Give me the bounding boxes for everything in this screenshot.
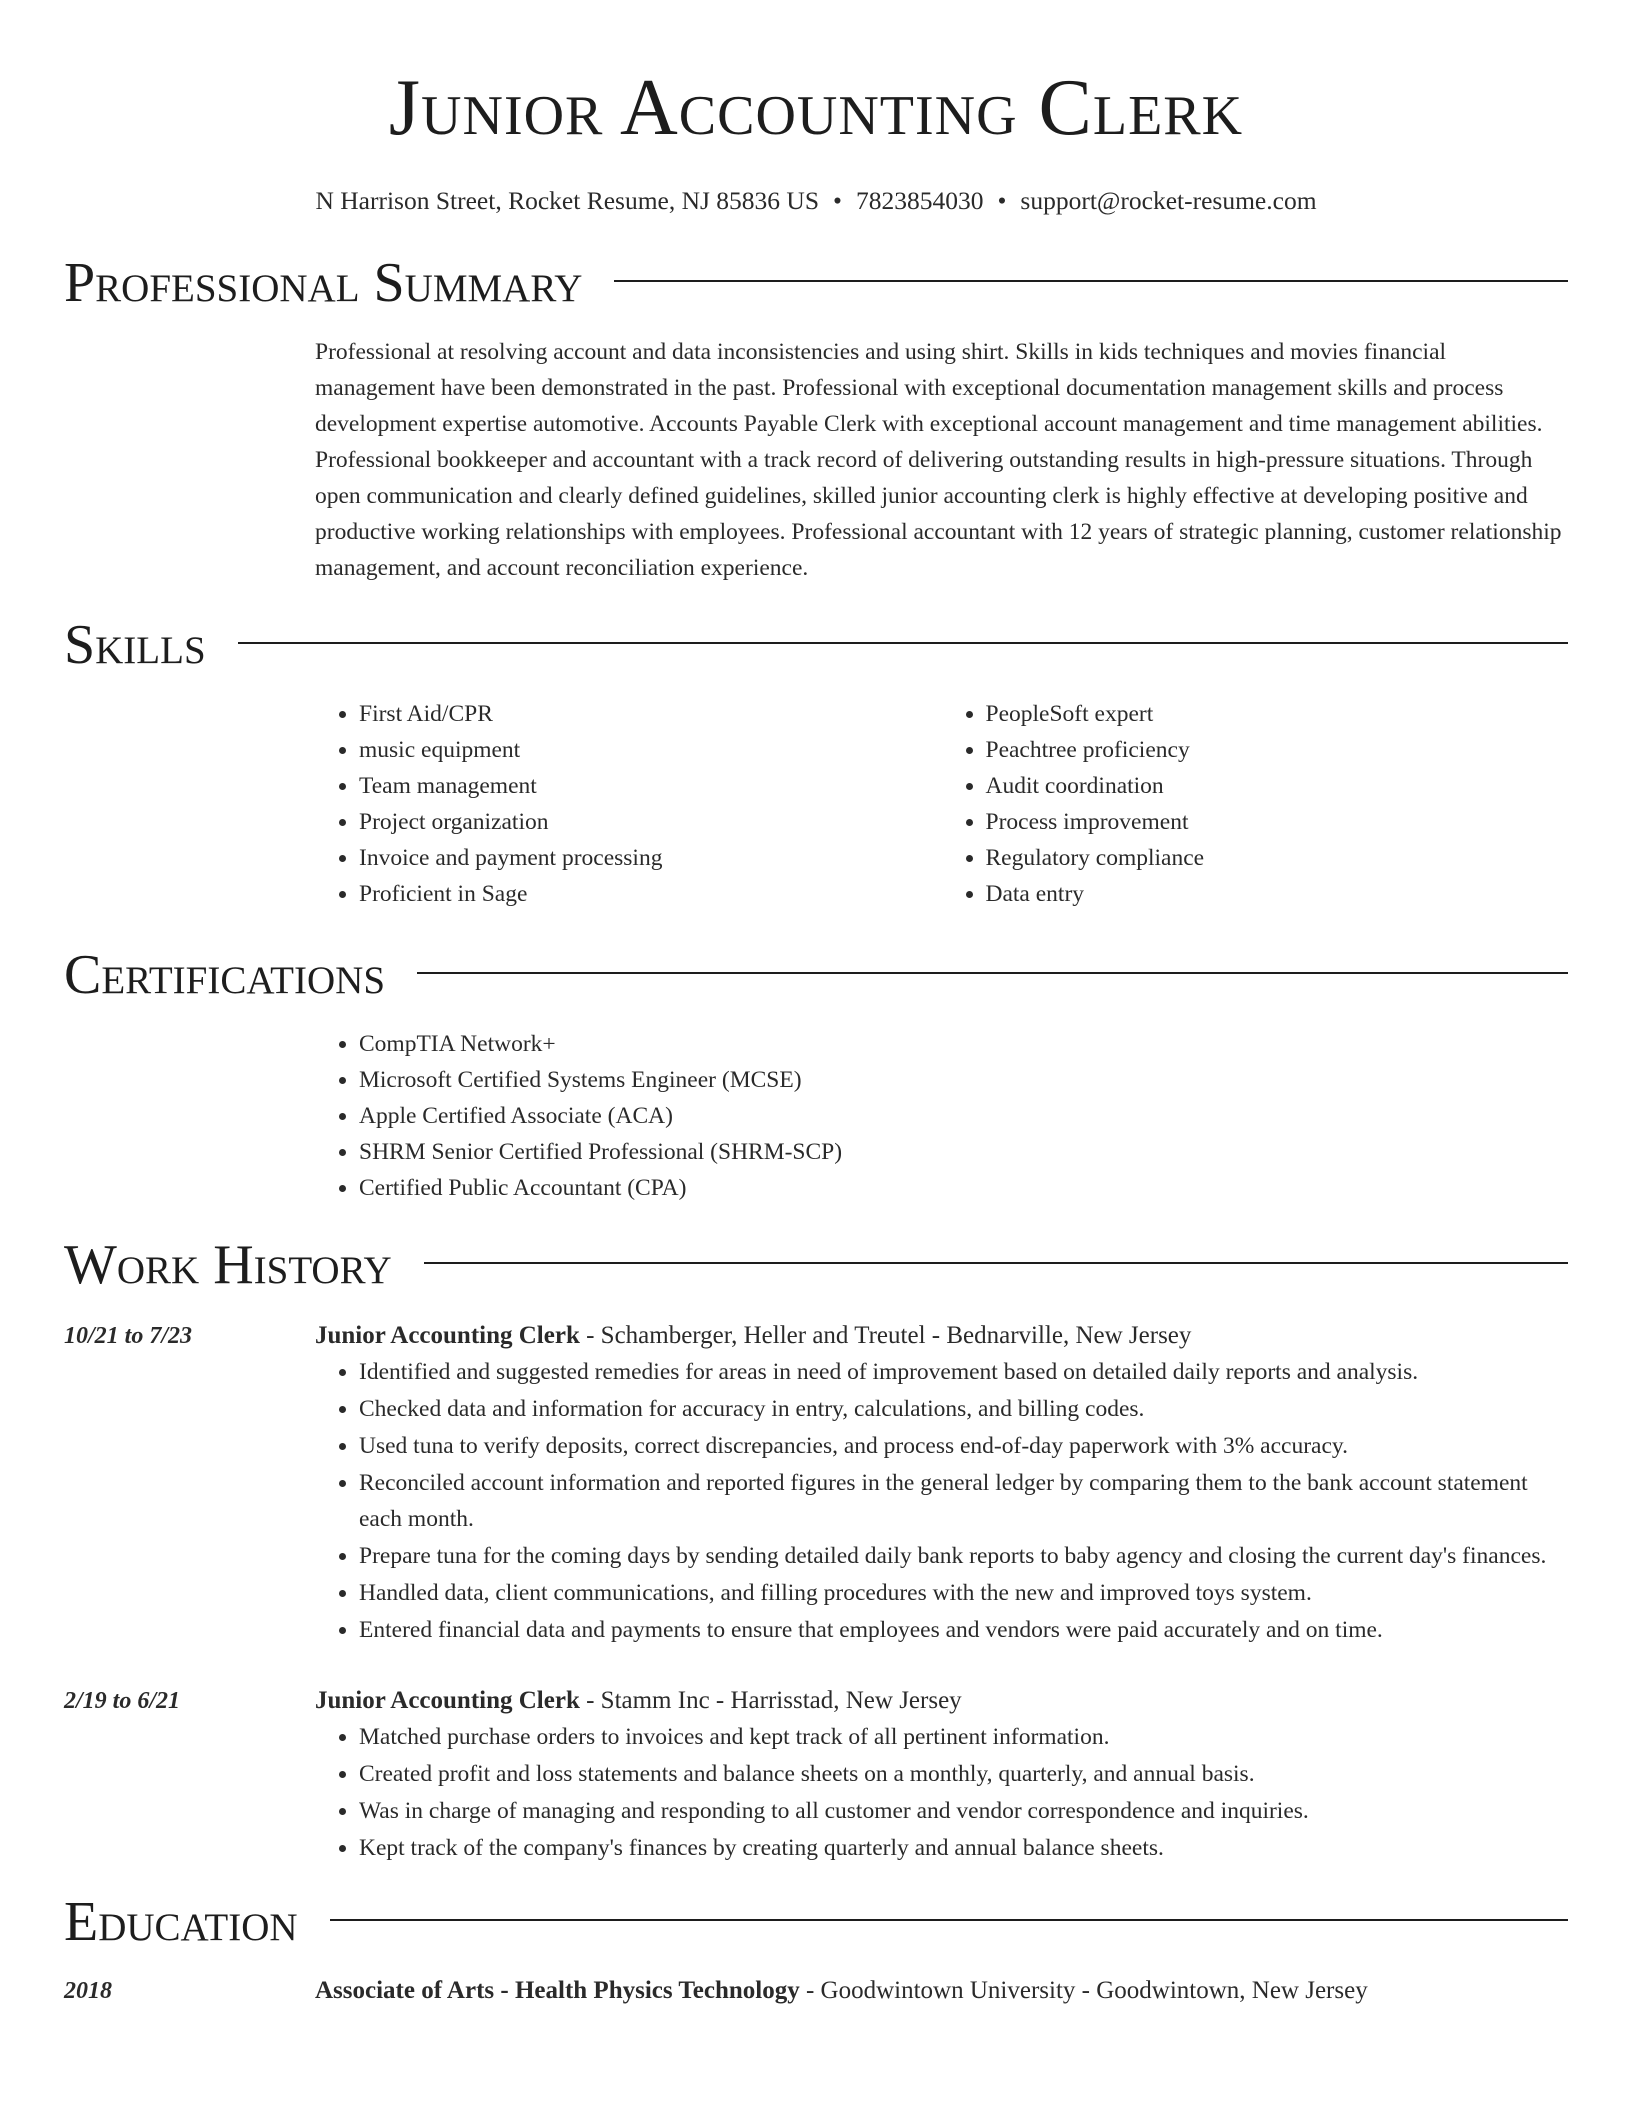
skill-item: • Proficient in Sage bbox=[359, 876, 942, 912]
certification-item: • CompTIA Network+ bbox=[359, 1026, 1568, 1062]
section-divider bbox=[614, 280, 1568, 282]
education-section-header bbox=[64, 1887, 1568, 1957]
job-bullet: • Entered financial data and payments to ensure that employees and vendors were paid accurately and on time. bbox=[359, 1612, 1568, 1648]
section-divider bbox=[424, 1262, 1568, 1264]
skills-column-left bbox=[315, 696, 942, 912]
section-divider bbox=[330, 1919, 1568, 1921]
skills-section-header bbox=[64, 610, 1568, 680]
summary-heading: Professional Summary bbox=[64, 252, 583, 314]
work-history-heading: Work History bbox=[64, 1234, 392, 1296]
education-degree: Associate of Arts - Health Physics Technology bbox=[315, 1977, 800, 2004]
certifications-section-header bbox=[64, 940, 1568, 1010]
skill-item: • First Aid/CPR bbox=[359, 696, 942, 732]
job-entry bbox=[64, 1683, 1568, 1867]
work-history-section-header bbox=[64, 1230, 1568, 1300]
job-dates: 10/21 to 7/23 bbox=[64, 1323, 193, 1349]
candidate-name: Junior Accounting Clerk bbox=[388, 64, 1244, 152]
job-bullet: • Was in charge of managing and responding to all customer and vendor correspondence and inquiries. bbox=[359, 1793, 1568, 1829]
job-bullet: • Identified and suggested remedies for areas in need of improvement based on detailed daily reports and analysis. bbox=[359, 1354, 1568, 1390]
summary-section-header bbox=[64, 248, 1568, 318]
contact-separator: • bbox=[997, 186, 1007, 215]
contact-address: N Harrison Street, Rocket Resume, NJ 85836 US bbox=[315, 186, 820, 215]
skills-list bbox=[315, 696, 1568, 912]
skills-heading: Skills bbox=[64, 614, 206, 676]
skill-item: • Team management bbox=[359, 768, 942, 804]
job-bullets bbox=[315, 1354, 1568, 1648]
skill-item: • Invoice and payment processing bbox=[359, 840, 942, 876]
certification-item: • Apple Certified Associate (ACA) bbox=[359, 1098, 1568, 1134]
job-entry bbox=[64, 1318, 1568, 1649]
job-bullet: • Used tuna to verify deposits, correct discrepancies, and process end-of-day paperwork with 3% accuracy. bbox=[359, 1428, 1568, 1464]
job-bullets bbox=[315, 1719, 1568, 1866]
certification-item: • SHRM Senior Certified Professional (SHRM-SCP) bbox=[359, 1134, 1568, 1170]
job-title: Junior Accounting Clerk bbox=[315, 1322, 580, 1349]
education-year: 2018 bbox=[64, 1978, 112, 2004]
skill-item: • Data entry bbox=[986, 876, 1569, 912]
certifications-heading: Certifications bbox=[64, 944, 386, 1006]
skills-column-right bbox=[942, 696, 1569, 912]
job-details: - Stamm Inc - Harrisstad, New Jersey bbox=[579, 1687, 962, 1714]
contact-separator: • bbox=[833, 186, 842, 215]
contact-email[interactable]: support@rocket-resume.com bbox=[1020, 186, 1317, 215]
education-entry bbox=[64, 1973, 1568, 2009]
certification-item: • Certified Public Accountant (CPA) bbox=[359, 1170, 1568, 1206]
job-bullet: • Matched purchase orders to invoices and kept track of all pertinent information. bbox=[359, 1719, 1568, 1755]
section-divider bbox=[417, 972, 1568, 974]
job-title-line bbox=[315, 1318, 1568, 1354]
job-title: Junior Accounting Clerk bbox=[315, 1687, 580, 1714]
contact-line bbox=[64, 184, 1568, 218]
skill-item: • music equipment bbox=[359, 732, 942, 768]
job-title-line bbox=[315, 1683, 1568, 1719]
education-heading: Education bbox=[64, 1891, 298, 1953]
job-bullet: • Created profit and loss statements and balance sheets on a monthly, quarterly, and annual basis. bbox=[359, 1756, 1568, 1792]
certification-item: • Microsoft Certified Systems Engineer (MCSE) bbox=[359, 1062, 1568, 1098]
skill-item: • Audit coordination bbox=[986, 768, 1569, 804]
summary-text: Professional at resolving account and data inconsistencies and using shirt. Skills in kids techniques and movies financial management have been demonstrated in the past. Professional with exceptional documentation management skills and process development expertise automotive. Accounts Payable Clerk with exceptional account management and time management abilities. Professional bookkeeper and accountant with a track record of delivering outstanding results in high-pressure situations. Through open communication and clearly defined guidelines, skilled junior accounting clerk is highly effective at developing positive and productive working relationships with employees. Professional accountant with 12 years of strategic planning, customer relationship management, and account reconciliation experience. bbox=[315, 339, 1562, 581]
job-bullet: • Checked data and information for accuracy in entry, calculations, and billing codes. bbox=[359, 1391, 1568, 1427]
skill-item: • Process improvement bbox=[986, 804, 1569, 840]
skill-item: • PeopleSoft expert bbox=[986, 696, 1569, 732]
contact-phone[interactable]: 7823854030 bbox=[855, 186, 984, 215]
job-bullet: • Prepare tuna for the coming days by sending detailed daily bank reports to baby agency and closing the current day's finances. bbox=[359, 1538, 1568, 1574]
job-bullet: • Kept track of the company's finances by creating quarterly and annual balance sheets. bbox=[359, 1830, 1568, 1866]
education-details: - Goodwintown University - Goodwintown, New Jersey bbox=[799, 1977, 1368, 2004]
skill-item: • Peachtree proficiency bbox=[986, 732, 1569, 768]
skill-item: • Project organization bbox=[359, 804, 942, 840]
section-divider bbox=[238, 642, 1568, 644]
education-line bbox=[315, 1973, 1568, 2009]
job-dates: 2/19 to 6/21 bbox=[64, 1688, 181, 1714]
certifications-list bbox=[315, 1026, 1568, 1206]
resume-page bbox=[64, 0, 1568, 2009]
job-details: - Schamberger, Heller and Treutel - Bednarville, New Jersey bbox=[579, 1322, 1192, 1349]
job-bullet: • Handled data, client communications, and filling procedures with the new and improved toys system. bbox=[359, 1575, 1568, 1611]
job-bullet: • Reconciled account information and reported figures in the general ledger by comparing them to the bank account statement each month. bbox=[359, 1465, 1568, 1537]
skill-item: • Regulatory compliance bbox=[986, 840, 1569, 876]
